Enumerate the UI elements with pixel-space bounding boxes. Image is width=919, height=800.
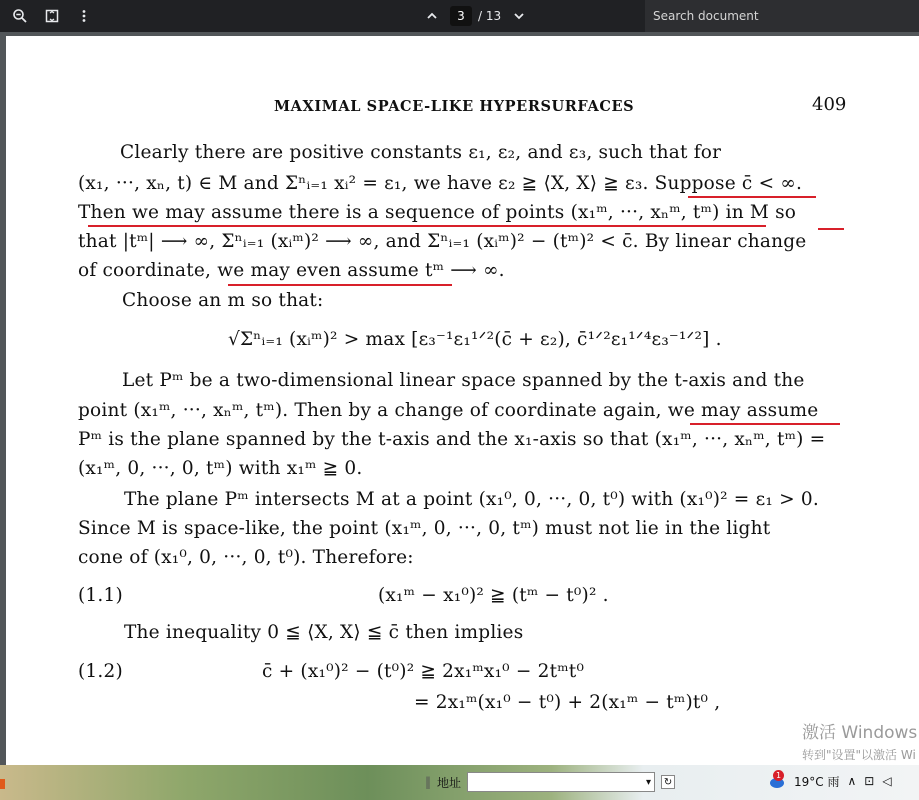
pdf-page [6, 36, 919, 765]
page-content [6, 36, 919, 765]
text-line: Choose an m so that: [122, 290, 324, 311]
equation-label: (1.1) [78, 585, 123, 606]
search-document-input[interactable]: Search document [645, 0, 919, 32]
display-equation: c̄ + (x₁⁰)² − (t⁰)² ≧ 2x₁ᵐx₁⁰ − 2tᵐt⁰ [262, 661, 585, 682]
notification-icon[interactable] [768, 772, 786, 790]
display-equation: √Σⁿᵢ₌₁ (xᵢᵐ)² > max [ε₃⁻¹ε₁¹ᐟ²(c̄ + ε₂), c̄¹ᐟ²ε₁¹ᐟ⁴ε₃⁻¹ᐟ²] . [228, 329, 722, 350]
text-line: The plane Pᵐ intersects M at a point (x₁⁰, 0, ···, 0, t⁰) with (x₁⁰)² = ε₁ > 0. [124, 489, 819, 510]
document-viewer[interactable] [0, 32, 919, 765]
highlight-underline [688, 196, 816, 198]
windows-activation-watermark: 激活 Windows 转到"设置"以激活 Wi [802, 723, 918, 762]
weather-status[interactable]: 19°C 雨 [794, 774, 840, 789]
viewer-toolbar [0, 0, 919, 32]
page-navigation [420, 0, 531, 32]
highlight-underline [228, 284, 452, 286]
highlight-underline [818, 228, 844, 230]
display-equation: = 2x₁ᵐ(x₁⁰ − t⁰) + 2(x₁ᵐ − tᵐ)t⁰ , [414, 692, 721, 713]
text-line: The inequality 0 ≦ ⟨X, X⟩ ≦ c̄ then implies [124, 622, 524, 643]
running-header: MAXIMAL SPACE-LIKE HYPERSURFACES [274, 98, 635, 115]
next-page-icon[interactable] [507, 0, 531, 32]
text-line: cone of (x₁⁰, 0, ···, 0, t⁰). Therefore: [78, 547, 414, 568]
toolbar-grip[interactable]: ‖ [425, 775, 431, 789]
more-options-icon[interactable] [68, 0, 100, 32]
windows-taskbar [0, 765, 919, 800]
text-line: Since M is space-like, the point (x₁ᵐ, 0, ···, 0, tᵐ) must not lie in the light [78, 518, 771, 539]
address-label: 地址 [437, 775, 462, 790]
page-number: 409 [812, 94, 847, 115]
page-total: / 13 [478, 9, 502, 23]
text-line: Pᵐ is the plane spanned by the t-axis and the x₁-axis so that (x₁ᵐ, ···, xₙᵐ, tᵐ) = [78, 429, 826, 450]
display-equation: (x₁ᵐ − x₁⁰)² ≧ (tᵐ − t⁰)² . [378, 585, 609, 606]
system-tray [768, 772, 892, 790]
caret-up-icon[interactable]: ∧ [847, 774, 857, 788]
text-line: (x₁ᵐ, 0, ···, 0, tᵐ) with x₁ᵐ ≧ 0. [78, 458, 363, 479]
zoom-out-icon[interactable] [4, 0, 36, 32]
refresh-icon[interactable]: ↻ [661, 775, 675, 789]
fit-page-icon[interactable] [36, 0, 68, 32]
text-line: (x₁, ···, xₙ, t) ∈ M and Σⁿᵢ₌₁ xᵢ² = ε₁, we have ε₂ ≧ ⟨X, X⟩ ≧ ε₃. Suppose c̄ < ∞. [78, 173, 803, 194]
text-line: of coordinate, we may even assume tᵐ ⟶ ∞. [78, 260, 505, 281]
text-line: Let Pᵐ be a two-dimensional linear space spanned by the t-axis and the [122, 370, 805, 391]
previous-page-icon[interactable] [420, 0, 444, 32]
text-line: point (x₁ᵐ, ···, xₙᵐ, tᵐ). Then by a change of coordinate again, we may assume [78, 400, 819, 421]
text-line: that |tᵐ| ⟶ ∞, Σⁿᵢ₌₁ (xᵢᵐ)² ⟶ ∞, and Σⁿᵢ₌₁ (xᵢᵐ)² − (tᵐ)² < c̄. By linear change [78, 231, 807, 252]
page-number-input[interactable]: 3 [450, 6, 472, 26]
highlight-underline [690, 423, 840, 425]
notification-badge: 1 [773, 770, 784, 781]
volume-icon[interactable]: ◁ [882, 774, 892, 788]
text-line: Then we may assume there is a sequence of points (x₁ᵐ, ···, xₙᵐ, tᵐ) in M so [78, 202, 797, 223]
address-input[interactable] [467, 772, 655, 792]
address-toolbar [425, 772, 675, 792]
text-line: Clearly there are positive constants ε₁, ε₂, and ε₃, such that for [120, 142, 722, 163]
network-icon[interactable]: ⊡ [864, 774, 875, 788]
dropdown-icon[interactable]: ▾ [645, 776, 652, 788]
app-edge-icon[interactable] [0, 779, 5, 789]
highlight-underline [88, 225, 766, 227]
equation-label: (1.2) [78, 661, 123, 682]
